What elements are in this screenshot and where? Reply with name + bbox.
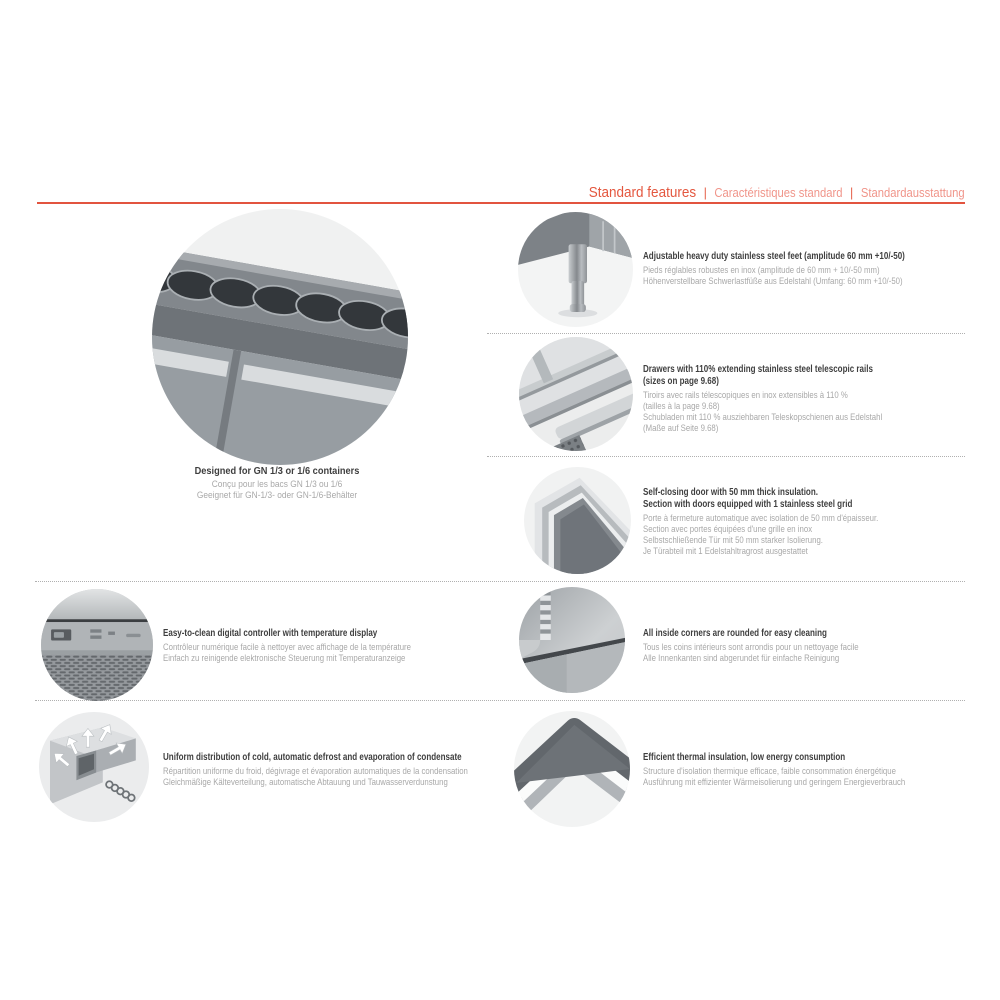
feature-subtitle: Répartition uniforme du froid, dégivrage et évaporation automatiques de la condensation Gleichmäßige Kälteverteilung, automatische Abtauung und Tauwasserverdunstung [163,766,468,788]
feature-title: All inside corners are rounded for easy cleaning [643,628,827,639]
feature-cold-distribution [163,752,535,788]
title-separator: | [850,185,854,200]
feature-telescopic-rails [643,364,935,434]
telescopic-drawer-rails-image [519,337,633,451]
feature-adjustable-feet [643,251,962,287]
hero-caption [112,465,442,501]
feature-subtitle: Porte à fermeture automatique avec isolation de 50 mm d'épaisseur. Section avec portes équipées d'une grille en inox Selbstschließende Tür mit 50 mm starker Isolierung. Je Türabteil mit 1 Edelstahltragrost ausgestattet [643,513,879,557]
feature-self-closing-door [643,487,930,557]
dotted-separator [487,456,965,457]
self-closing-door-image [524,467,631,574]
feature-subtitle: Contrôleur numérique facile à nettoyer avec affichage de la température Einfach zu reinigende elektronische Steuerung mit Temperaturanzeige [163,642,411,664]
cold-distribution-defrost-image [39,712,149,822]
digital-controller-photo [41,589,153,701]
feature-title: Uniform distribution of cold, automatic defrost and evaporation of condensate [163,752,462,763]
feature-subtitle: Pieds réglables robustes en inox (amplitude de 60 mm + 10/-50 mm) Höhenverstellbare Schwerlastfüße aus Edelstahl (Umfang: 60 mm +10/-50) [643,265,903,287]
adjustable-foot-photo [518,212,633,327]
dotted-separator [35,581,965,582]
feature-subtitle: Tous les coins intérieurs sont arrondis pour un nettoyage facile Alle Innenkanten sind abgerundet für einfache Reinigung [643,642,859,664]
feature-digital-controller [163,628,465,664]
feature-rounded-corners [643,628,906,664]
hero-caption-title: Designed for GN 1/3 or 1/6 containers [194,465,360,477]
digital-controller-image [41,589,153,701]
cold-distribution-defrost-photo [39,712,149,822]
title-separator: | [704,185,708,200]
page-title-de: Standardausstattung [861,186,965,200]
adjustable-foot-image [518,212,633,327]
page-title-en: Standard features [589,184,697,201]
rounded-corners-photo [519,587,625,693]
feature-thermal-insulation [643,752,963,788]
dotted-separator [35,700,965,701]
feature-title: Self-closing door with 50 mm thick insulation. Section with doors equipped with 1 stainless steel grid [643,487,853,510]
feature-title: Drawers with 110% extending stainless steel telescopic rails (sizes on page 9.68) [643,364,873,387]
gn-containers-top-image [152,209,408,465]
feature-title: Efficient thermal insulation, low energy consumption [643,752,846,763]
dotted-separator [487,333,965,334]
feature-subtitle: Tiroirs avec rails télescopiques en inox extensibles à 110 % (tailles à la page 9.68) Schubladen mit 110 % ausziehbaren Teleskopschienen aus Edelstahl (Maße auf Seite 9.68) [643,390,883,434]
feature-title: Easy-to-clean digital controller with temperature display [163,628,378,639]
rounded-corners-image [519,587,625,693]
self-closing-door-photo [524,467,631,574]
feature-title: Adjustable heavy duty stainless steel feet (amplitude 60 mm +10/-50) [643,251,905,262]
header-rule-line [37,202,965,204]
hero-caption-subtitle: Conçu pour les bacs GN 1/3 ou 1/6 Geeignet für GN-1/3- oder GN-1/6-Behälter [196,479,358,501]
gn-containers-top-photo [152,209,408,465]
page-title-fr: Caractéristiques standard [714,186,843,200]
page-title [589,184,965,202]
telescopic-drawer-rails-photo [519,337,633,451]
feature-subtitle: Structure d'isolation thermique efficace, faible consommation énergétique Ausführung mit effizienter Wärmeisolierung und geringem Energieverbrauch [643,766,906,788]
